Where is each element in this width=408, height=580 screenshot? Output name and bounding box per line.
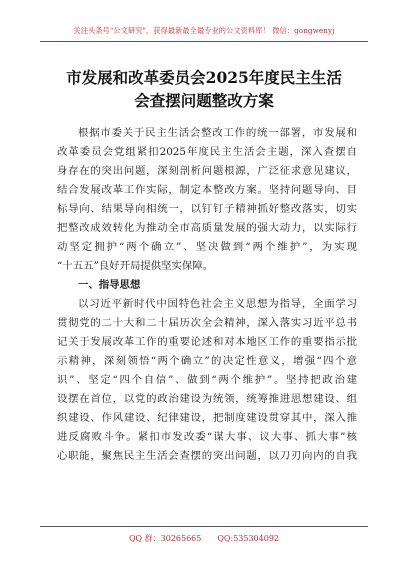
intro-line: 动坚定拥护“两个确立”、坚决做到“两个维护”，为实现: [57, 241, 357, 253]
footer-qq-contact: QQ:535304092: [217, 534, 279, 543]
header-note: 关注头条号"公文研究"，获得最新最全最专业的公文资料库！ 微信：gongwenyj: [73, 26, 335, 35]
intro-line: 根据市委关于民主生活会整改工作的统一部署，市发展和: [78, 127, 357, 139]
document-body: [57, 124, 357, 466]
intro-line: 标导向、结果导向相统一，以钉钉子精神抓好整改落实，切实: [57, 203, 357, 215]
footer-qq-group: QQ 群：30265665: [128, 534, 202, 543]
section-line: 贯彻党的二十大和二十届历次全会精神，深入落实习近平总书: [57, 317, 357, 329]
intro-line: “十五五”良好开局提供坚实保障。: [57, 260, 214, 272]
section-line: 记关于发展改革工作的重要论述和对本地区工作的重要指示批: [57, 336, 357, 348]
intro-line: 改革委员会党组紧扣2025年度民主生活会主题，深入查摆自: [57, 146, 357, 158]
title-line: 市发展和改革委员会2025年度民主生活: [66, 68, 342, 87]
section-line: 织建设、作风建设、纪律建设，把制度建设贯穿其中，深入推: [57, 412, 357, 424]
document-title: [44, 66, 364, 112]
intro-line: 身存在的突出问题，深刻剖析问题根源，广泛征求意见建议，: [57, 165, 357, 177]
section-line: 示精神，深刻领悟“两个确立”的决定性意义，增强“四个意: [57, 355, 357, 367]
section-line: 进反腐败斗争。紧扣市发改委“谋大事、议大事、抓大事”核: [57, 431, 357, 443]
footer-contact: [0, 533, 408, 544]
section-heading: 一、指导思想: [78, 279, 141, 291]
section-line: 设摆在首位，以党的政治建设为统领，统筹推进思想建设、组: [57, 393, 357, 405]
section-line: 心职能，聚焦民主生活会查摆的突出问题，以刀刃向内的自我: [57, 450, 357, 462]
intro-line: 把整改成效转化为推动全市高质量发展的强大动力，以实际行: [57, 222, 357, 234]
header-divider: [40, 41, 368, 42]
section-line: 以习近平新时代中国特色社会主义思想为指导，全面学习: [78, 298, 357, 310]
section-line: 识”、坚定“四个自信”、做到“两个维护”。坚持把政治建: [57, 374, 357, 386]
footer-divider: [40, 526, 368, 527]
title-line: 会查摆问题整改方案: [134, 91, 274, 110]
intro-line: 结合发展改革工作实际，制定本整改方案。坚持问题导向、目: [57, 184, 357, 196]
